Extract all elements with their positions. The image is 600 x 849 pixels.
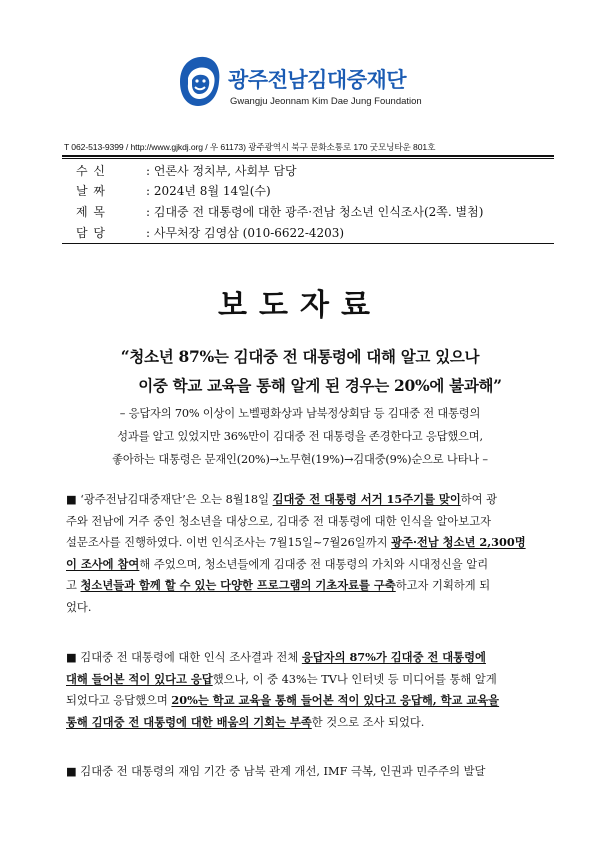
emphasis-span: 통해 김대중 전 대통령에 대한 배움의 기회는 부족: [66, 714, 312, 729]
contact-line: T 062-513-9399 / http://www.gjkdj.org / 우 61173) 광주광역시 북구 문화소통로 170 굿모닝타운 801호: [64, 142, 436, 152]
info-value: 김대중 전 대통령에 대한 광주·전남 청소년 인식조사(2쪽. 별첨): [153, 205, 484, 219]
info-row-date: 날 짜 : 2024년 8월 14일(수): [76, 184, 271, 198]
paragraph-3: [66, 761, 546, 783]
text-span: 김대중 전 대통령의 재임 기간 중 남북 관계 개선, IMF 극복, 인권과 민주주의 발달: [80, 765, 486, 778]
text-span: 해 주었으며, 청소년들에게 김대중 전 대통령의 가치와 시대정신을 알리: [139, 557, 489, 571]
info-value: 사무처장 김영삼 (010-6622-4203): [153, 226, 345, 240]
header-divider: [62, 155, 554, 157]
info-row-subject: 제 목 : 김대중 전 대통령에 대한 광주·전남 청소년 인식조사(2쪽. 별첨): [76, 205, 484, 219]
text-span: 고: [66, 579, 81, 592]
text-line: 주와 전남에 거주 중인 청소년을 대상으로, 김대중 전 대통령에 대한 인식을 알아보고자: [66, 514, 492, 528]
text-span: 설문조사를 진행하였다. 이번 인식조사는 7월15일~7월26일까지: [66, 536, 392, 549]
info-value: 2024년 8월 14일(수): [153, 184, 271, 198]
emphasis-span: 20%는 학교 교육을 통해 들어본 적이 있다고 응답해, 학교 교육을: [171, 693, 500, 707]
headline-line-1: “청소년 87%는 김대중 전 대통령에 대해 알고 있으나: [120, 347, 480, 366]
emphasis-span: 광주·전남 청소년 2,300명: [391, 535, 526, 549]
text-span: 김대중 전 대통령에 대한 인식 조사결과 전체: [80, 651, 302, 664]
text-span: ‘광주전남김대중재단’은 오는 8월18일: [80, 493, 273, 506]
text-span: 했으나, 이 중 43%는 TV나 인터넷 등 미디어를 통해 알게: [212, 672, 497, 686]
text-span: 하고자 기획하게 되: [395, 579, 491, 592]
emphasis-span: 이 조사에 참여: [66, 556, 140, 571]
subheadline-line-1: – 응답자의 70% 이상이 노벨평화상과 남북정상회담 등 김대중 전 대통령의: [119, 407, 481, 420]
info-divider: [62, 243, 554, 244]
info-label: 날 짜: [76, 184, 106, 198]
page-title: 보도자료: [218, 288, 382, 323]
text-span: 되었다고 응답했으며: [66, 694, 172, 707]
info-label: 담 당: [76, 226, 106, 240]
bullet-square: ■: [66, 493, 77, 506]
subheadline-line-2: 성과를 알고 있었지만 36%만이 김대중 전 대통령을 존경한다고 응답했으며,: [117, 430, 483, 443]
info-row-recipient: 수 신 : 언론사 정치부, 사회부 담당: [76, 164, 297, 178]
emphasis-span: 응답자의 87%가 김대중 전 대통령에: [301, 650, 486, 664]
org-name-ko: 광주전남김대중재단: [228, 68, 407, 92]
text-span: 한 것으로 조사 되었다.: [311, 715, 425, 729]
info-row-contact: 담 당 : 사무처장 김영삼 (010-6622-4203): [76, 226, 345, 240]
subheadline-line-3: 좋아하는 대통령은 문재인(20%)→노무현(19%)→김대중(9%)순으로 나타나 –: [112, 453, 488, 466]
header-divider-thin: [62, 158, 554, 159]
text-line: 었다.: [66, 600, 92, 614]
info-value: 언론사 정치부, 사회부 담당: [153, 164, 297, 178]
info-label: 제 목: [76, 205, 106, 219]
paragraph-1: [66, 489, 546, 618]
headline-line-2: 이중 학교 교육을 통해 알게 된 경우는 20%에 불과해”: [138, 376, 502, 395]
foundation-logo: [176, 54, 222, 108]
text-span: 하여 광: [460, 493, 498, 506]
emphasis-span: 대해 들어본 적이 있다고 응답: [66, 671, 213, 686]
org-name-en: Gwangju Jeonnam Kim Dae Jung Foundation: [230, 96, 422, 107]
paragraph-2: [66, 647, 546, 733]
emphasis-span: 청소년들과 함께 할 수 있는 다양한 프로그램의 기초자료를 구축: [80, 578, 396, 592]
emphasis-span: 김대중 전 대통령 서거 15주기를 맞이: [272, 492, 461, 506]
info-label: 수 신: [76, 164, 106, 178]
bullet-square: ■: [66, 651, 77, 664]
bullet-square: ■: [66, 765, 77, 778]
